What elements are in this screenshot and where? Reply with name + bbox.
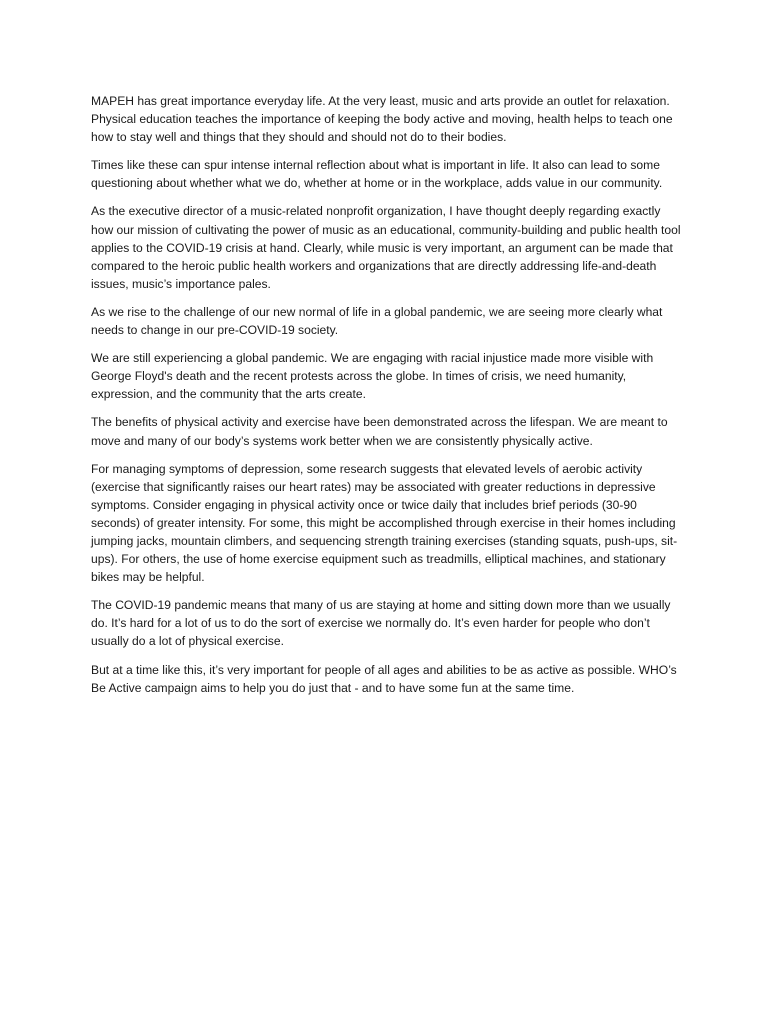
- paragraph-8: The COVID-19 pandemic means that many of us are staying at home and sitting down more than we usually do. It’s hard for a lot of us to do the sort of exercise we normally do. It’s even harder for people who don’t usually do a lot of physical exercise.: [91, 598, 671, 649]
- paragraph-2: Times like these can spur intense internal reflection about what is important in life. It also can lead to some questioning about whether what we do, whether at home or in the workplace, adds value in our community.: [91, 158, 663, 191]
- paragraph-1: MAPEH has great importance everyday life. At the very least, music and arts provide an outlet for relaxation. Physical education teaches the importance of keeping the body active and moving, health helps to teach one how to stay well and things that they should and should not do to their bodies.: [91, 94, 673, 145]
- paragraph-6: The benefits of physical activity and exercise have been demonstrated across the lifespan. We are meant to move and many of our body’s systems work better when we are consistently physically active.: [91, 415, 668, 448]
- paragraph-3: As the executive director of a music-related nonprofit organization, I have thought deeply regarding exactly how our mission of cultivating the power of music as an educational, community-building and public health tool applies to the COVID-19 crisis at hand. Clearly, while music is very important, an argument can be made that compared to the heroic public health workers and organizations that are directly addressing life-and-death issues, music’s importance pales.: [91, 204, 681, 291]
- paragraph-7: For managing symptoms of depression, some research suggests that elevated levels of aerobic activity (exercise that significantly raises our heart rates) may be associated with greater reductions in depressive symptoms. Consider engaging in physical activity once or twice daily that includes brief periods (30-90 seconds) of greater intensity. For some, this might be accomplished through exercise in their homes including jumping jacks, mountain climbers, and sequencing strength training exercises (standing squats, push-ups, sit-ups). For others, the use of home exercise equipment such as treadmills, elliptical machines, and stationary bikes may be helpful.: [91, 461, 678, 585]
- document-body: [91, 92, 681, 707]
- paragraph-4: As we rise to the challenge of our new normal of life in a global pandemic, we are seeing more clearly what needs to change in our pre-COVID-19 society.: [91, 304, 663, 338]
- paragraph-9: But at a time like this, it’s very important for people of all ages and abilities to be as active as possible. WHO’s Be Active campaign aims to help you do just that - and to have some fun at the same time.: [91, 662, 677, 695]
- paragraph-5: We are still experiencing a global pandemic. We are engaging with racial injustice made more visible with George Floyd's death and the recent protests across the globe. In times of crisis, we need humanity, expression, and the community that the arts create.: [91, 351, 654, 402]
